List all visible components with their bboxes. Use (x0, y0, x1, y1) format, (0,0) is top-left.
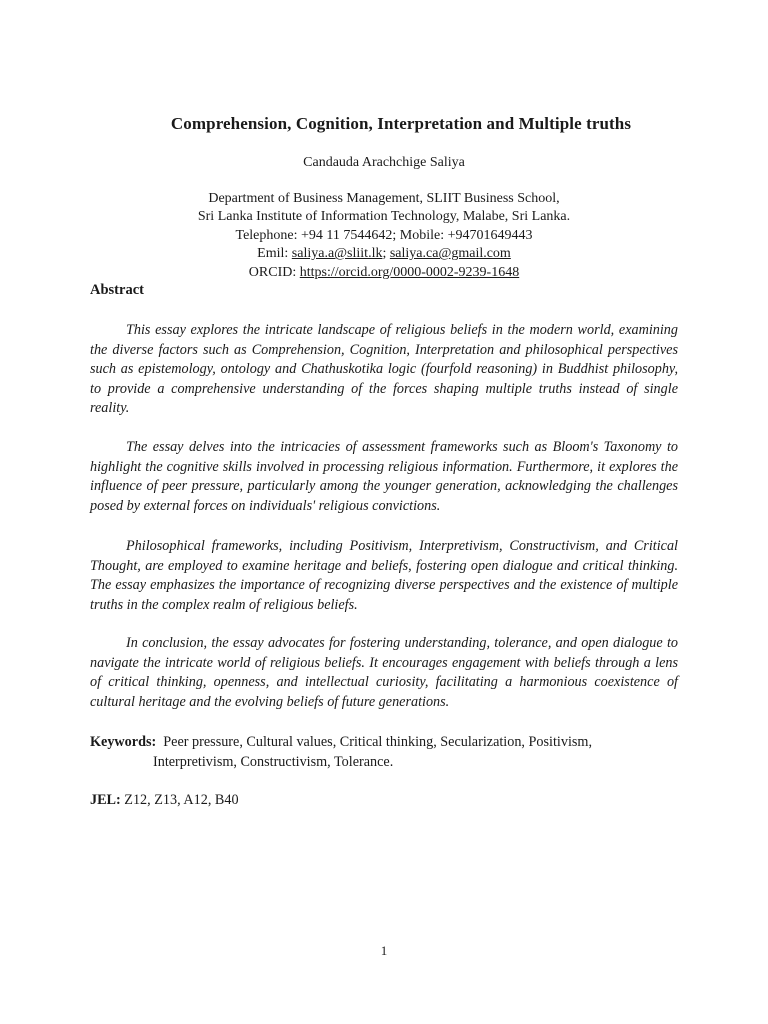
keywords-line-2: Interpretivism, Constructivism, Tolerance. (153, 753, 394, 770)
page-number: 1 (380, 943, 388, 958)
author-name: Candauda Arachchige Saliya (303, 155, 465, 170)
abstract-paragraph: This essay explores the intricate landscape of religious beliefs in the modern world, examining the diverse factors such as Comprehension, Cognition, Interpretation and philosophical perspectives such as epistemology, ontology and Chathuskotika logic (fourfold reasoning) in Buddhist philosophy, to provide a comprehensive understanding of the forces shaping multiple truths instead of single reality. (90, 322, 678, 417)
affiliation-telephone: Telephone: +94 11 7544642; Mobile: +94701649443 (235, 227, 533, 243)
email-separator: ; (382, 246, 390, 262)
affiliation-email-line (0, 245, 768, 263)
author-affiliation (0, 190, 768, 282)
keywords-line-1: Peer pressure, Cultural values, Critical thinking, Secularization, Positivism, (163, 734, 592, 750)
abstract-paragraph: In conclusion, the essay advocates for fostering understanding, tolerance, and open dialogue to navigate the intricate world of religious beliefs. It encourages engagement with beliefs through a lens of critical thinking, openness, and intellectual curiosity, facilitating a harmonious coexistence of cultural heritage and the evolving beliefs of future generations. (90, 635, 678, 710)
affiliation-department: Department of Business Management, SLIIT Business School, (208, 191, 560, 206)
jel-label: JEL: (90, 792, 121, 808)
keywords-label: Keywords: (90, 734, 157, 750)
affiliation-orcid-line (0, 264, 768, 282)
email-prefix: Emil: (257, 246, 292, 262)
email-link-gmail[interactable]: saliya.ca@gmail.com (389, 246, 511, 262)
abstract-paragraph: The essay delves into the intricacies of assessment frameworks such as Bloom's Taxonomy to highlight the cognitive skills involved in processing religious information. Furthermore, it explores the influence of peer pressure, particularly among the younger generation, acknowledging the challenges posed by external forces on individuals' religious convictions. (90, 439, 678, 514)
email-link-sliit[interactable]: saliya.a@sliit.lk (291, 246, 383, 262)
orcid-prefix: ORCID: (248, 264, 300, 280)
paper-title: Comprehension, Cognition, Interpretation and Multiple truths (170, 114, 632, 133)
jel-codes: Z12, Z13, A12, B40 (124, 792, 239, 808)
keywords-section (90, 733, 678, 772)
abstract-heading: Abstract (90, 282, 144, 298)
orcid-link[interactable]: https://orcid.org/0000-0002-9239-1648 (299, 264, 520, 280)
abstract-paragraph: Philosophical frameworks, including Positivism, Interpretivism, Constructivism, and Critical Thought, are employed to examine heritage and beliefs, fostering open dialogue and critical thinking. The essay emphasizes the importance of recognizing diverse perspectives and the existence of multiple truths in the complex realm of religious beliefs. (90, 538, 678, 613)
affiliation-institute: Sri Lanka Institute of Information Technology, Malabe, Sri Lanka. (197, 209, 571, 225)
jel-section (90, 792, 239, 809)
